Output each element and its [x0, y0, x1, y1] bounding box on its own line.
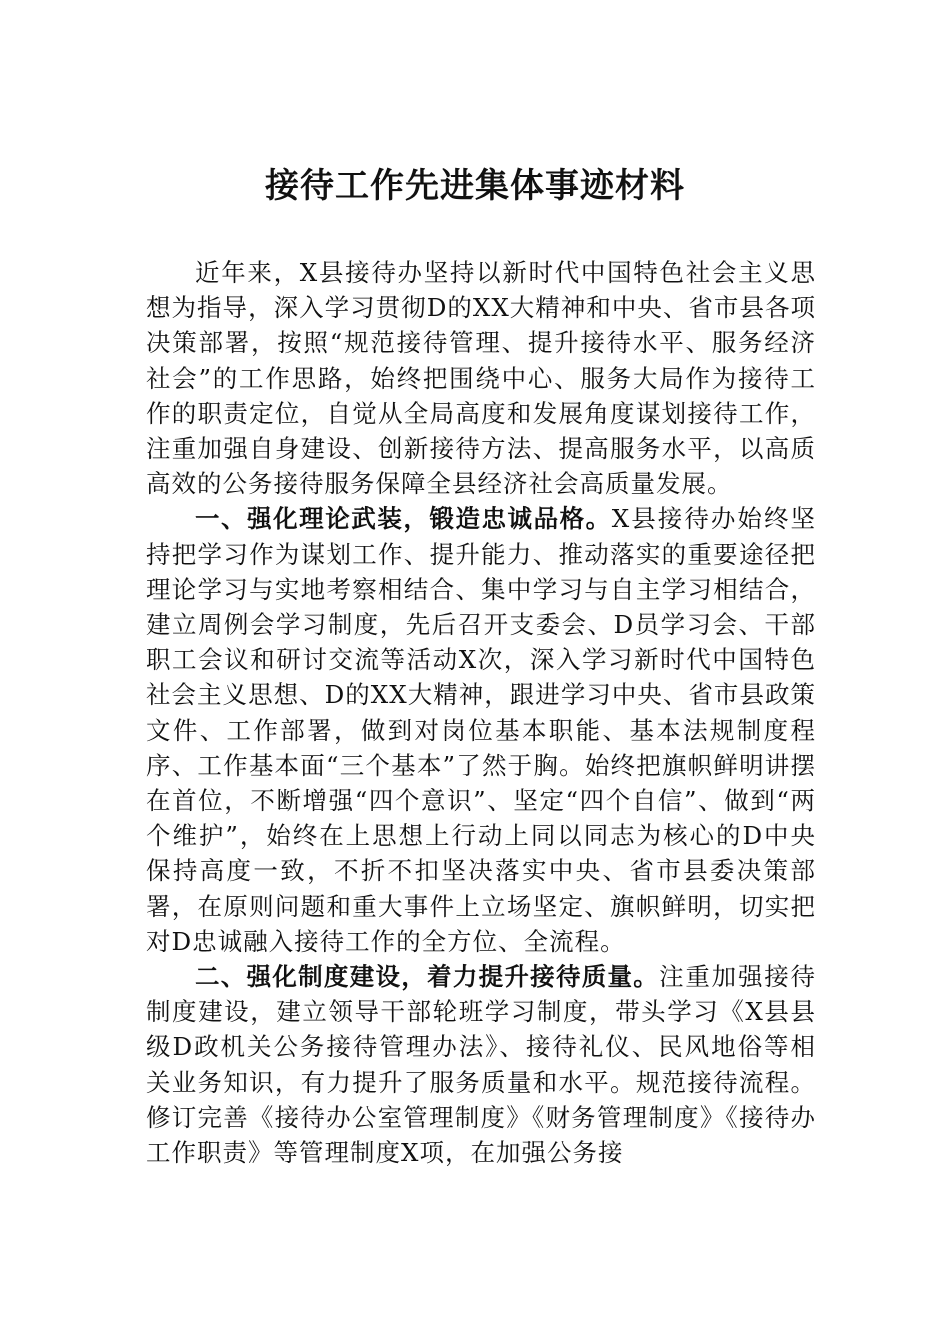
section-paragraph-2 [146, 959, 816, 1170]
section-text-1: X县接待办始终坚持把学习作为谋划工作、提升能力、推动落实的重要途径把理论学习与实地考察相结合、集中学习与自主学习相结合，建立周例会学习制度，先后召开支委会、D员学习会、干部职工会议和研讨交流等活动X次，深入学习新时代中国特色社会主义思想、D的XX大精神，跟进学习中央、省市县政策文件、工作部署，做到对岗位基本职能、基本法规制度程序、工作基本面“三个基本”了然于胸。始终把旗帜鲜明讲摆在首位，不断增强“四个意识”、坚定“四个自信”、做到“两个维护”，始终在上思想上行动上同以同志为核心的D中央保持高度一致，不折不扣坚决落实中央、省市县委决策部署，在原则问题和重大事件上立场坚定、旗帜鲜明，切实把对D忠诚融入接待工作的全方位、全流程。 [146, 504, 816, 956]
section-paragraph-1 [146, 501, 816, 959]
section-text-2: 注重加强接待制度建设，建立领导干部轮班学习制度，带头学习《X县县级D政机关公务接待管理办法》、接待礼仪、民风地俗等相关业务知识，有力提升了服务质量和水平。规范接待流程。修订完善《接待办公室管理制度》《财务管理制度》《接待办工作职责》等管理制度X项，在加强公务接 [146, 962, 817, 1168]
document-body [146, 255, 816, 1170]
section-heading-2: 二、强化制度建设，着力提升接待质量。 [195, 962, 660, 992]
intro-paragraph: 近年来，X县接待办坚持以新时代中国特色社会主义思想为指导，深入学习贯彻D的XX大精神和中央、省市县各项决策部署，按照“规范接待管理、提升接待水平、服务经济社会”的工作思路，始终把围绕中心、服务大局作为接待工作的职责定位，自觉从全局高度和发展角度谋划接待工作，注重加强自身建设、创新接待方法、提高服务水平，以高质高效的公务接待服务保障全县经济社会高质量发展。 [146, 258, 816, 499]
document-title: 接待工作先进集体事迹材料 [265, 166, 685, 206]
section-heading-1: 一、强化理论武装，锻造忠诚品格。 [195, 504, 612, 534]
